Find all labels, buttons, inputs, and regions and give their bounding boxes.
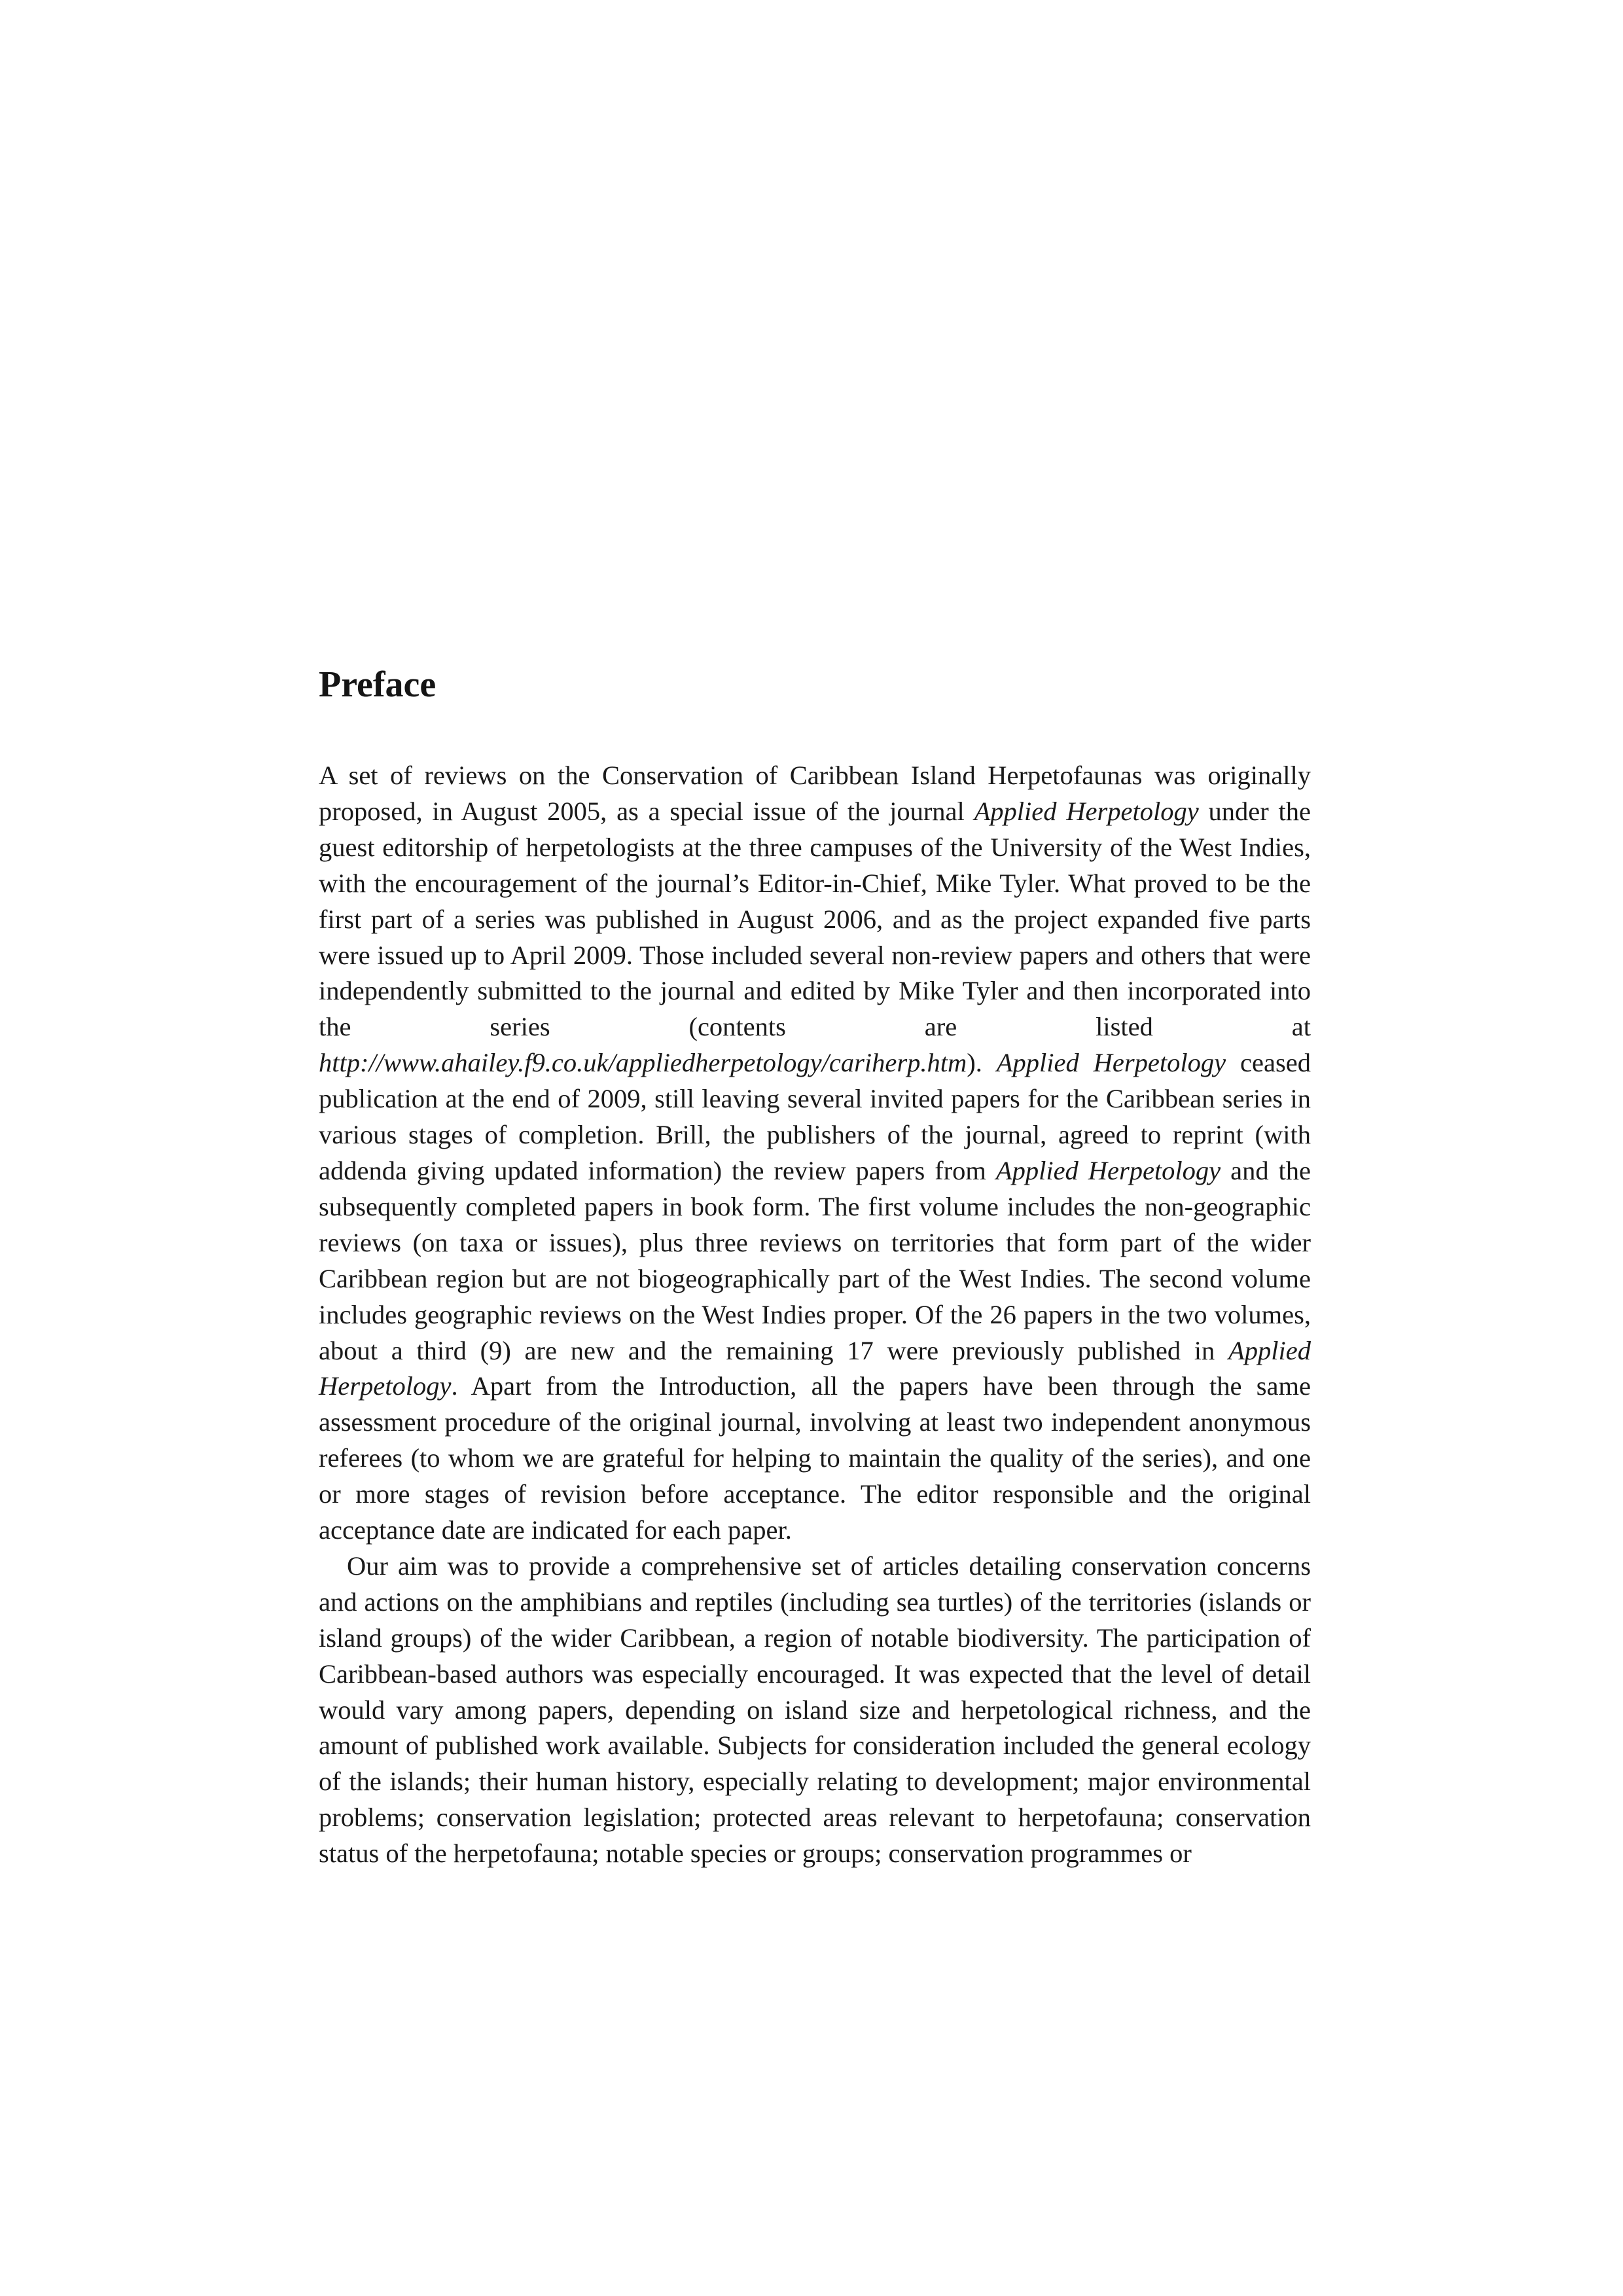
- text-run: ceased publication at the end of 2009, still leaving several invited papers for the Caribbean series in various stages of completion. Brill, the publishers of the journal, agreed to reprint (with addenda giving updated information) the review papers from: [319, 1048, 1311, 1185]
- text-run: under the guest editorship of herpetologists at the three campuses of the University of the West Indies, with the encouragement of the journal’s Editor-in-Chief, Mike Tyler. What proved to be the first part of a series was published in August 2006, and as the project expanded five parts were issued up to April 2009. Those included several non-review papers and others that were independently submitted to the journal and edited by Mike Tyler and then incorporated into the series (contents are listed at: [319, 796, 1311, 1042]
- body-text: [319, 758, 1311, 1872]
- page-title: Preface: [319, 664, 437, 705]
- paragraph: Our aim was to provide a comprehensive set of articles detailing conservation concerns and actions on the amphibians and reptiles (including sea turtles) of the territories (islands or island groups) of the wider Caribbean, a region of notable biodiversity. The participation of Caribbean-based authors was especially encouraged. It was expected that the level of detail would vary among papers, depending on island size and herpetological richness, and the amount of published work available. Subjects for consideration included the general ecology of the islands; their human history, especially relating to development; major environmental problems; conservation legislation; protected areas relevant to herpetofauna; conservation status of the herpetofauna; notable species or groups; conservation programmes or: [319, 1551, 1311, 1869]
- journal-title: Applied Herpetology: [996, 1048, 1226, 1078]
- journal-title: Applied Herpetology: [995, 1155, 1221, 1185]
- text-run: and the subsequently completed papers in book form. The first volume includes the non-geographic reviews (on taxa or issues), plus three reviews on territories that form part of the wider Caribbean region but are not biogeographically part of the West Indies. The second volume includes geographic reviews on the West Indies proper. Of the 26 papers in the two volumes, about a third (9) are new and the remaining 17 were previously published in: [319, 1155, 1311, 1365]
- url-text: http://www.ahailey.f9.co.uk/appliedherpetology/cariherp.htm: [319, 1048, 967, 1078]
- text-run: ).: [967, 1048, 997, 1078]
- paragraph: [319, 758, 1311, 1549]
- text-run: A set of reviews on the Conservation of Caribbean Island Herpetofaunas was originally proposed, in August 2005, as a special issue of the journal: [319, 761, 1311, 826]
- text-run: . Apart from the Introduction, all the papers have been through the same assessment procedure of the original journal, involving at least two independent anonymous referees (to whom we are grateful for helping to maintain the quality of the series), and one or more stages of revision before acceptance. The editor responsible and the original acceptance date are indicated for each paper.: [319, 1371, 1311, 1545]
- journal-title: Applied Herpetology: [319, 1335, 1311, 1401]
- journal-title: Applied Herpetology: [974, 796, 1199, 826]
